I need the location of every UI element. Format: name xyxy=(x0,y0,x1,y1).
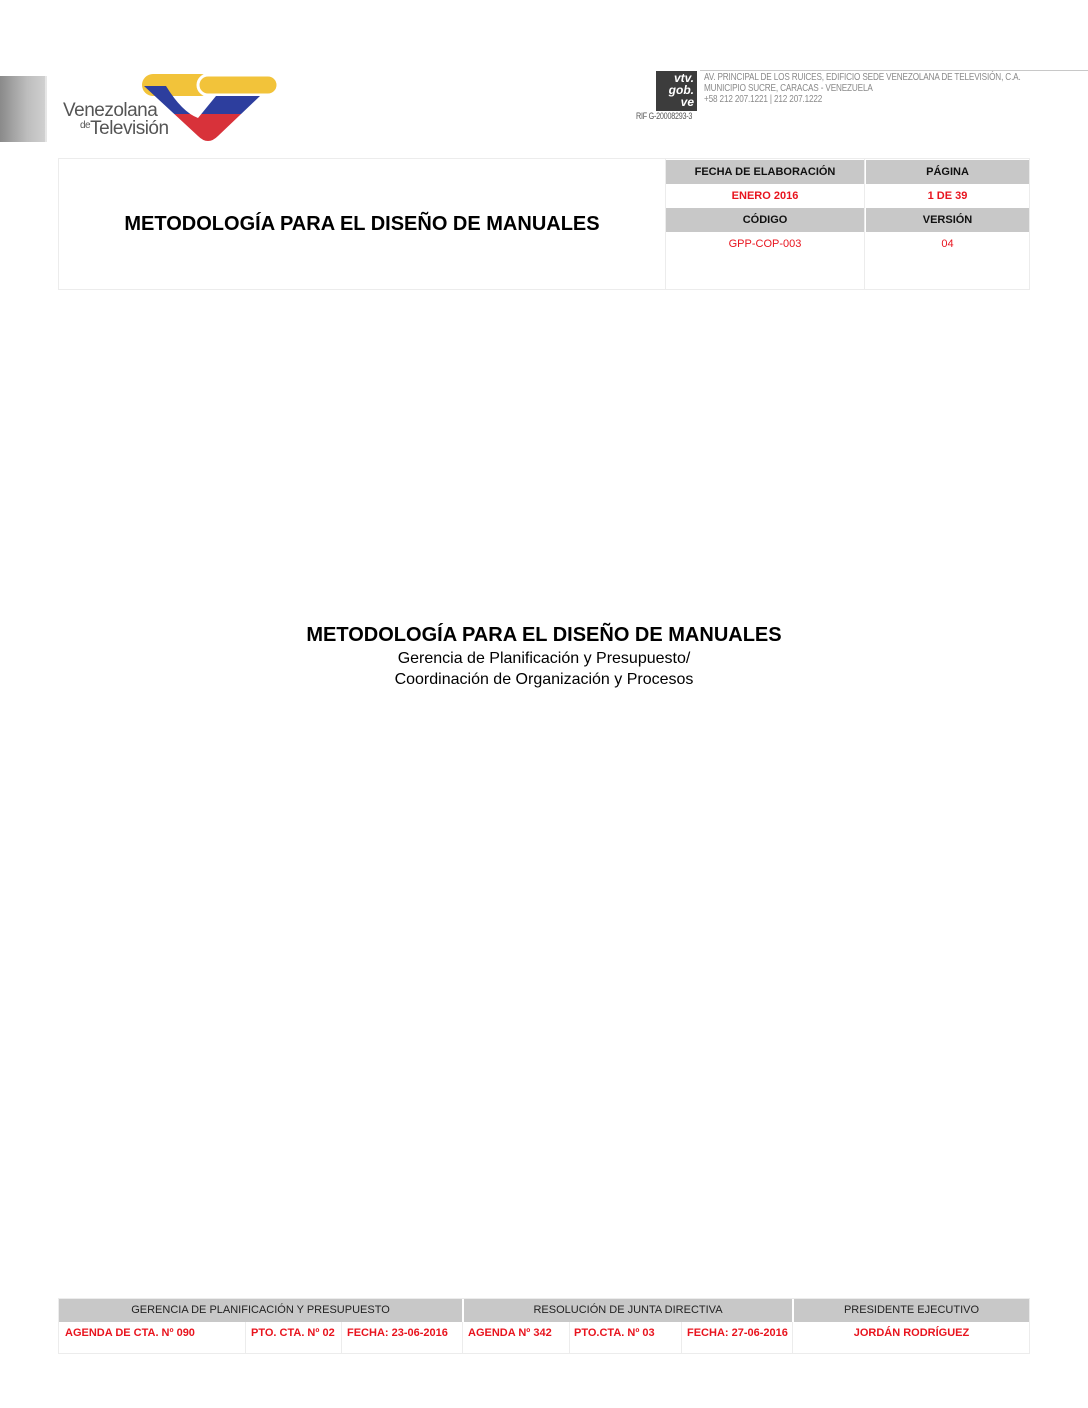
address-block xyxy=(704,72,1021,105)
fecha-value: ENERO 2016 xyxy=(731,190,799,202)
footer-header-presidente: PRESIDENTE EJECUTIVO xyxy=(794,1299,1029,1322)
version-label: VERSIÓN xyxy=(866,208,1029,232)
address-line-1: AV. PRINCIPAL DE LOS RUICES, EDIFICIO SEDE VENEZOLANA DE TELEVISIÓN, C.A. xyxy=(704,71,1021,83)
side-tab-decoration xyxy=(0,76,47,142)
divider xyxy=(341,1322,342,1353)
badge-line: gob. xyxy=(668,83,694,97)
pagina-value: 1 DE 39 xyxy=(927,190,968,202)
codigo-value: GPP-COP-003 xyxy=(728,238,802,250)
divider xyxy=(245,1322,246,1353)
vtv-gob-ve-badge xyxy=(656,71,697,111)
fecha-label: FECHA DE ELABORACIÓN xyxy=(666,160,864,184)
vtv-flag-v-icon xyxy=(142,72,280,146)
cover-subtitle-2: Coordinación de Organización y Procesos xyxy=(394,671,694,688)
document-header-table xyxy=(58,158,1030,290)
header-title: METODOLOGÍA PARA EL DISEÑO DE MANUALES xyxy=(124,212,600,235)
divider xyxy=(864,159,865,289)
cover-title: METODOLOGÍA PARA EL DISEÑO DE MANUALES xyxy=(306,624,782,646)
footer-fecha-27: FECHA: 27-06-2016 xyxy=(687,1327,788,1339)
footer-pto-cta-03: PTO.CTA. Nº 03 xyxy=(574,1327,655,1339)
footer-agenda-cta: AGENDA DE CTA. Nº 090 xyxy=(65,1327,195,1339)
badge-line: ve xyxy=(680,95,694,109)
address-line-2: MUNICIPIO SUCRE, CARACAS - VENEZUELA xyxy=(704,82,873,94)
footer-header-resolucion: RESOLUCIÓN DE JUNTA DIRECTIVA xyxy=(464,1299,792,1322)
vtv-logo xyxy=(60,72,280,146)
footer-header-gerencia: GERENCIA DE PLANIFICACIÓN Y PRESUPUESTO xyxy=(59,1299,462,1322)
divider xyxy=(569,1322,570,1353)
footer-fecha-23: FECHA: 23-06-2016 xyxy=(347,1327,448,1339)
codigo-label: CÓDIGO xyxy=(666,208,864,232)
phone-line: +58 212 207.1221 | 212 207.1222 xyxy=(704,93,823,105)
badge-line: vtv. xyxy=(673,71,694,85)
footer-presidente-name: JORDÁN RODRÍGUEZ xyxy=(853,1327,970,1339)
rif-number: RIF G-20008293-3 xyxy=(636,111,693,121)
approval-footer-table xyxy=(58,1298,1030,1354)
divider xyxy=(681,1322,682,1353)
logo-text-venezolana: Venezolana xyxy=(63,100,158,121)
cover-title-block xyxy=(0,622,1088,690)
pagina-label: PÁGINA xyxy=(866,160,1029,184)
footer-pto-cta-02: PTO. CTA. Nº 02 xyxy=(251,1327,335,1339)
cover-subtitle-1: Gerencia de Planificación y Presupuesto/ xyxy=(397,650,691,667)
header-meta-grid xyxy=(665,159,1029,289)
divider xyxy=(792,1322,793,1353)
version-value: 04 xyxy=(941,238,954,250)
footer-agenda-342: AGENDA Nº 342 xyxy=(468,1327,552,1339)
divider xyxy=(462,1322,463,1353)
logo-text-television: $^{de}$Televisión xyxy=(80,118,169,139)
